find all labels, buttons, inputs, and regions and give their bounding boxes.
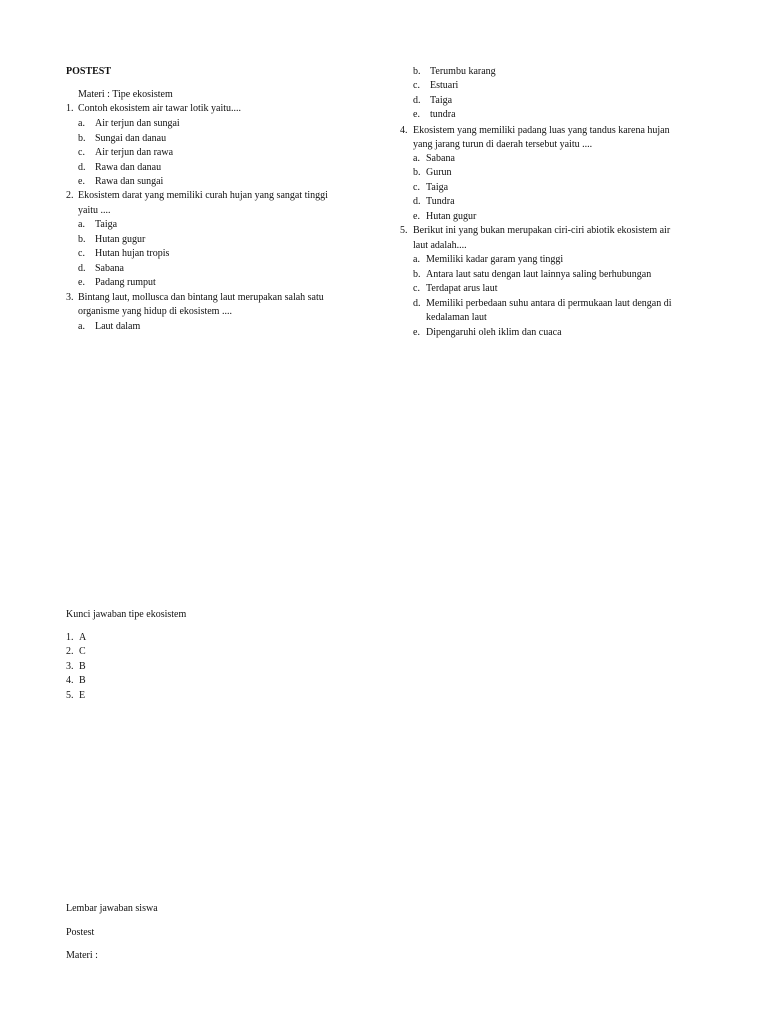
question-number: 3. <box>66 292 74 303</box>
answer-letter: C <box>79 646 86 657</box>
option-letter: d. <box>78 162 86 173</box>
question-text: laut adalah.... <box>413 240 467 251</box>
answer-key-title: Kunci jawaban tipe ekosistem <box>66 609 187 620</box>
answer-letter: B <box>79 675 86 686</box>
answer-sheet-title: Lembar jawaban siswa <box>66 903 158 914</box>
option-letter: a. <box>78 118 85 129</box>
answer-letter: E <box>79 690 86 701</box>
option-text: Memiliki kadar garam yang tinggi <box>426 254 564 265</box>
question-text: organisme yang hidup di ekosistem .... <box>78 306 232 317</box>
option-letter: d. <box>413 95 421 106</box>
option-text: Gurun <box>426 167 452 178</box>
option-text: Rawa dan danau <box>95 162 162 173</box>
option-text: Rawa dan sungai <box>95 176 164 187</box>
option-letter: e. <box>413 211 420 222</box>
option-letter: a. <box>78 321 85 332</box>
option-letter: e. <box>413 109 420 120</box>
option-text: Sungai dan danau <box>95 133 167 144</box>
option-letter: a. <box>413 254 420 265</box>
materi-label: Materi : Tipe ekosistem <box>78 89 173 100</box>
option-text: Air terjun dan sungai <box>95 118 180 129</box>
question-text: Ekosistem yang memiliki padang luas yang tandus karena hujan <box>413 125 670 136</box>
option-text: Taiga <box>95 219 118 230</box>
answer-number: 1. <box>66 632 74 643</box>
question-text: Ekosistem darat yang memiliki curah hujan yang sangat tinggi <box>78 190 328 201</box>
question-text: yaitu .... <box>78 205 111 216</box>
answer-number: 4. <box>66 675 74 686</box>
option-letter: c. <box>413 283 420 294</box>
option-letter: b. <box>78 133 86 144</box>
answer-number: 5. <box>66 690 74 701</box>
option-text: Memiliki perbedaan suhu antara di permukaan laut dengan di <box>426 298 672 309</box>
option-text: tundra <box>430 109 456 120</box>
option-text: Sabana <box>95 263 124 274</box>
answer-sheet-materi: Materi : <box>66 950 98 961</box>
option-text: Sabana <box>426 153 455 164</box>
option-text: Estuari <box>430 80 459 91</box>
option-text: Padang rumput <box>95 277 156 288</box>
option-text: Dipengaruhi oleh iklim dan cuaca <box>426 327 562 338</box>
option-letter: b. <box>413 66 421 77</box>
option-letter: c. <box>413 80 420 91</box>
option-letter: d. <box>78 263 86 274</box>
option-letter: a. <box>78 219 85 230</box>
answer-letter: A <box>79 632 87 643</box>
option-text-continued: kedalaman laut <box>426 312 487 323</box>
option-text: Terdapat arus laut <box>426 283 498 294</box>
option-text: Taiga <box>426 182 449 193</box>
option-text: Antara laut satu dengan laut lainnya saling berhubungan <box>426 269 652 280</box>
option-letter: e. <box>78 277 85 288</box>
question-number: 4. <box>400 125 408 136</box>
page-title: POSTEST <box>66 66 112 77</box>
answer-number: 3. <box>66 661 74 672</box>
option-letter: a. <box>413 153 420 164</box>
option-text: Hutan hujan tropis <box>95 248 170 259</box>
answer-letter: B <box>79 661 86 672</box>
option-text: Terumbu karang <box>430 66 496 77</box>
answer-number: 2. <box>66 646 74 657</box>
question-number: 1. <box>66 103 74 114</box>
option-text: Air terjun dan rawa <box>95 147 174 158</box>
option-letter: b. <box>78 234 86 245</box>
option-text: Tundra <box>426 196 455 207</box>
question-text: Bintang laut, mollusca dan bintang laut merupakan salah satu <box>78 292 324 303</box>
option-letter: c. <box>78 147 85 158</box>
option-text: Taiga <box>430 95 453 106</box>
option-letter: b. <box>413 269 421 280</box>
question-number: 5. <box>400 225 408 236</box>
option-text: Hutan gugur <box>426 211 477 222</box>
option-letter: e. <box>413 327 420 338</box>
option-letter: d. <box>413 196 421 207</box>
question-number: 2. <box>66 190 74 201</box>
option-letter: c. <box>413 182 420 193</box>
answer-sheet-postest: Postest <box>66 927 95 938</box>
option-letter: b. <box>413 167 421 178</box>
question-text: Berikut ini yang bukan merupakan ciri-ciri abiotik ekosistem air <box>413 225 671 236</box>
question-text: yang jarang turun di daerah tersebut yaitu .... <box>413 139 593 150</box>
option-text: Hutan gugur <box>95 234 146 245</box>
option-letter: c. <box>78 248 85 259</box>
option-letter: e. <box>78 176 85 187</box>
question-text: Contoh ekosistem air tawar lotik yaitu.... <box>78 103 242 114</box>
option-letter: d. <box>413 298 421 309</box>
option-text: Laut dalam <box>95 321 141 332</box>
